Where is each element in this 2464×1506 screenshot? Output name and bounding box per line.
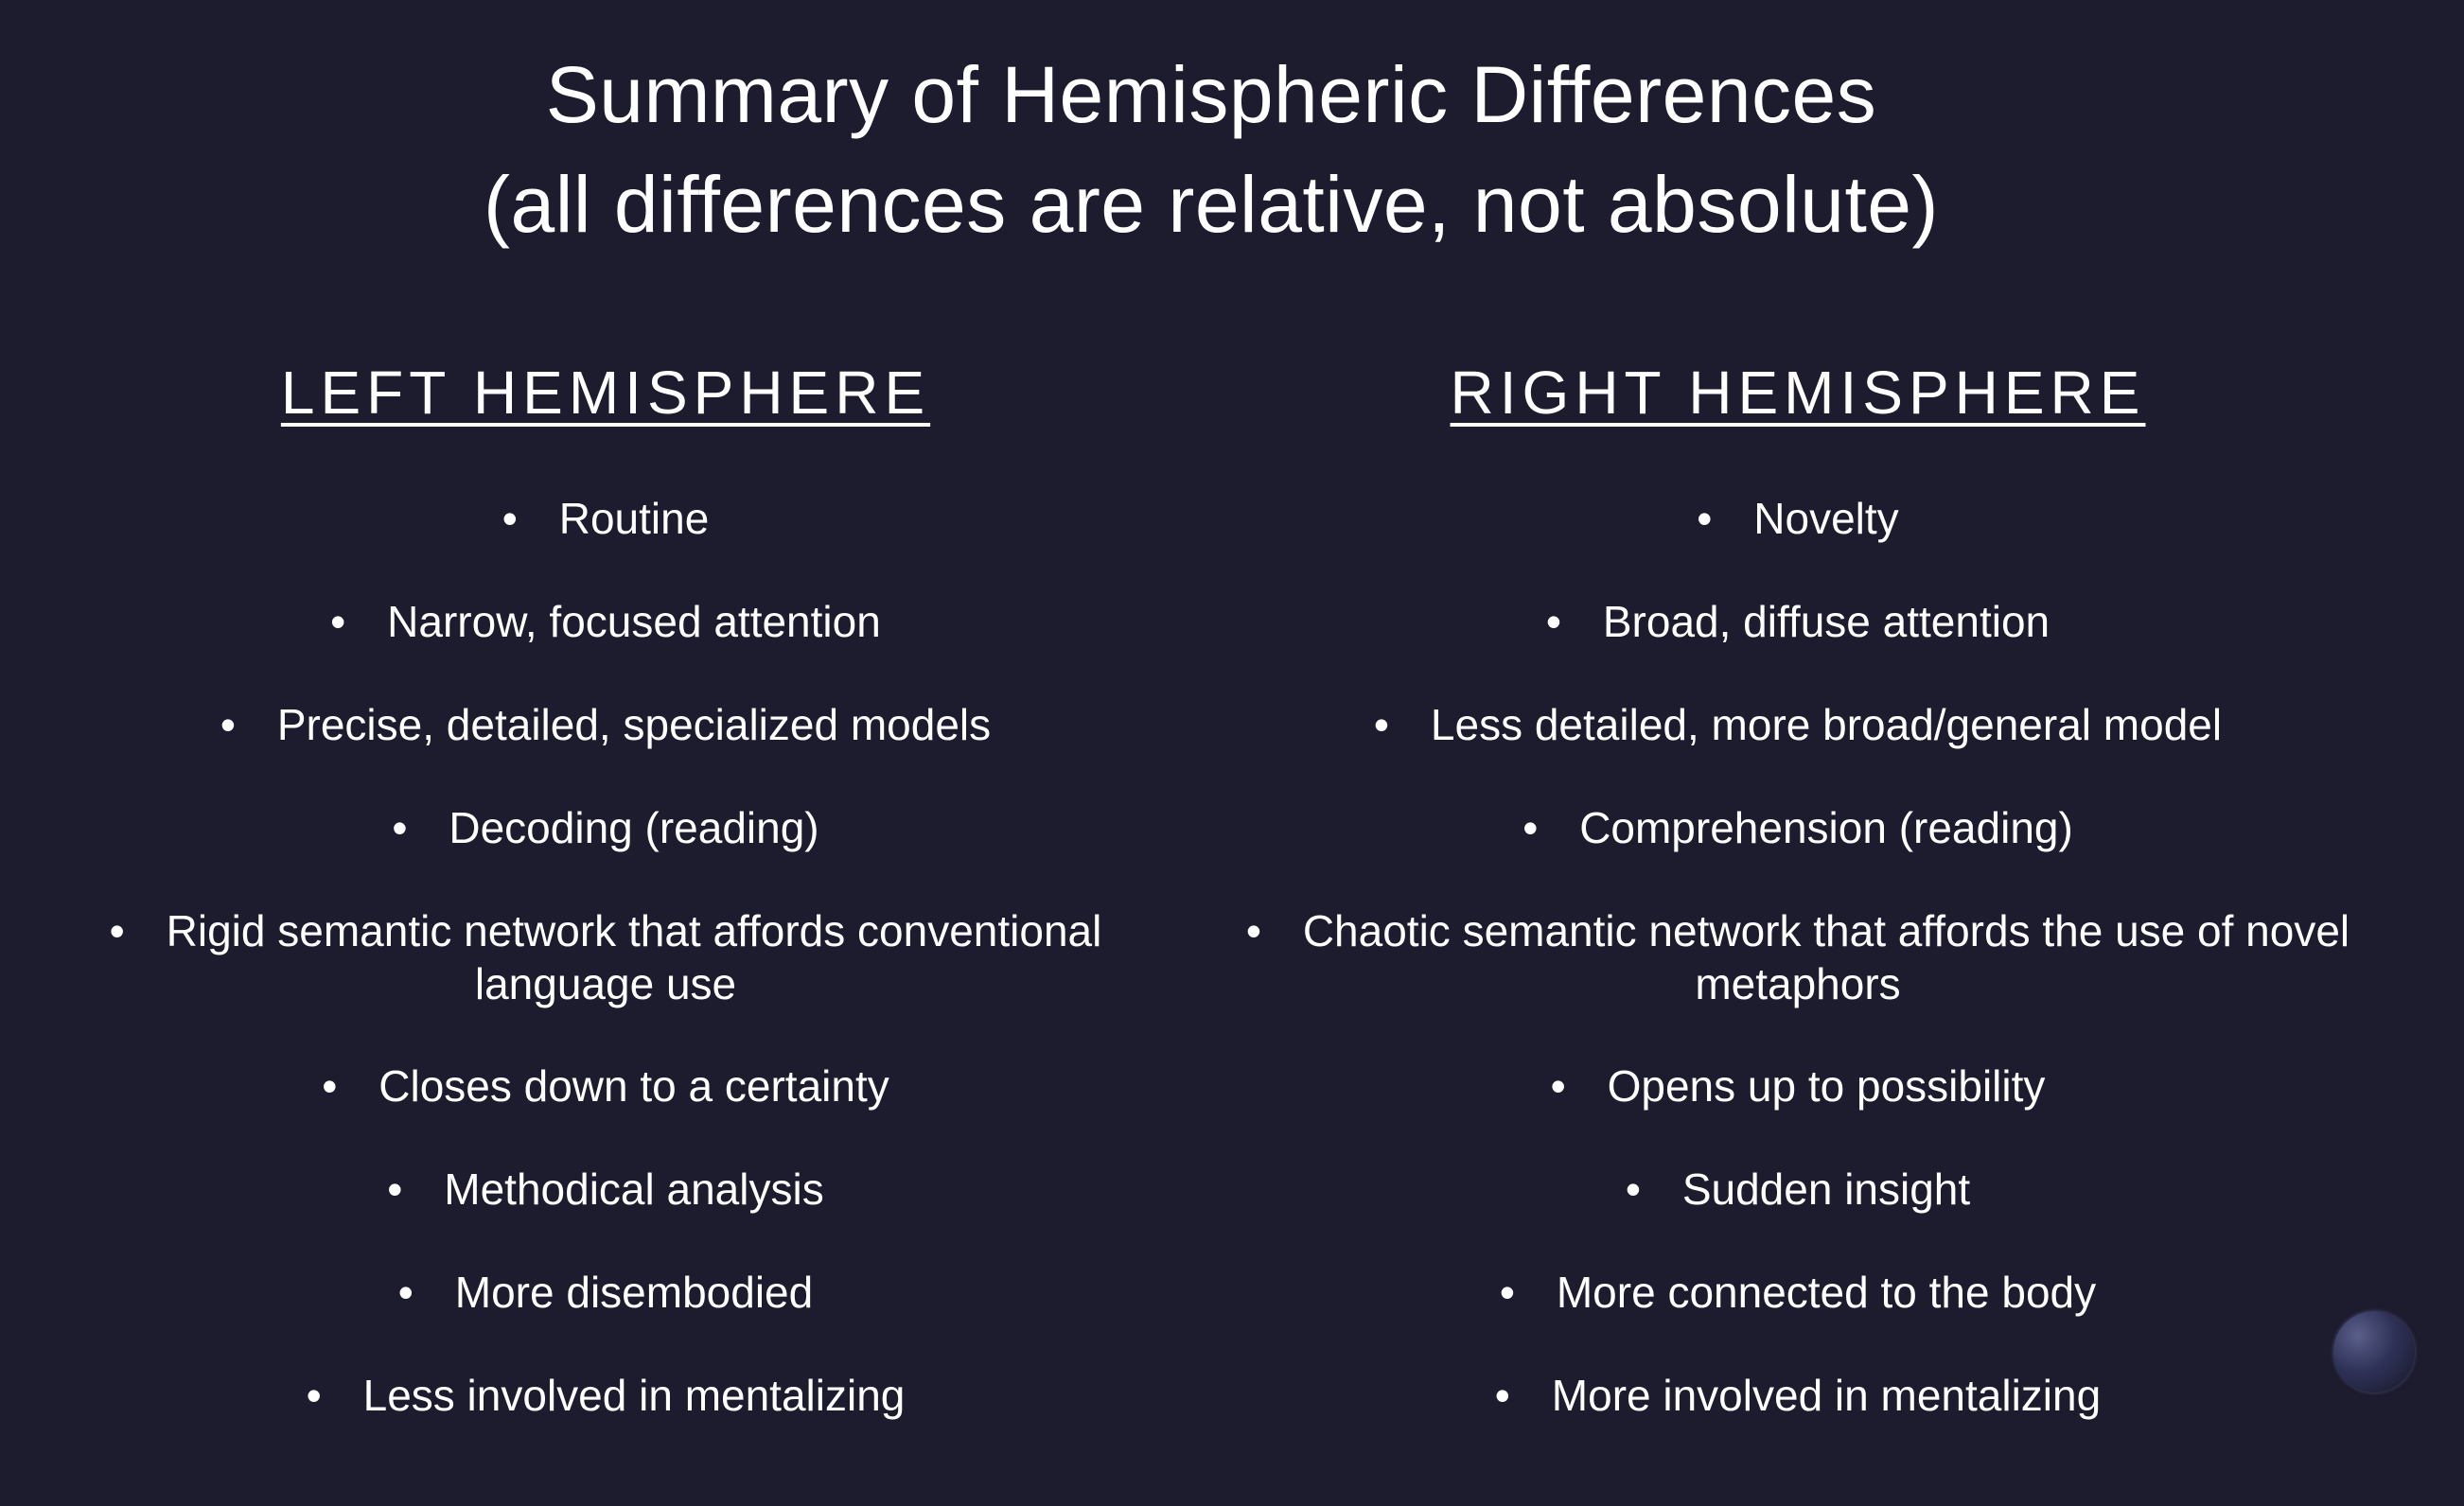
list-item: • Rigid semantic network that affords conventional language use xyxy=(109,906,1102,1008)
bullet-icon: • xyxy=(220,700,236,749)
bullet-icon: • xyxy=(109,906,125,955)
bullet-icon: • xyxy=(392,803,408,852)
bullet-icon: • xyxy=(322,1061,338,1111)
list-item: • Precise, detailed, specialized models xyxy=(220,700,992,749)
bullet-icon: • xyxy=(397,1268,414,1317)
list-item: • Comprehension (reading) xyxy=(1522,803,2073,852)
list-item: • More connected to the body xyxy=(1499,1268,2097,1317)
bullet-icon: • xyxy=(1522,803,1539,852)
list-item: • Decoding (reading) xyxy=(392,803,819,852)
bullet-icon: • xyxy=(387,1165,403,1214)
bullet-icon: • xyxy=(1494,1371,1510,1420)
bullet-icon: • xyxy=(502,494,518,543)
list-item: • Broad, diffuse attention xyxy=(1545,597,2050,646)
list-item: • Narrow, focused attention xyxy=(330,597,881,646)
bullet-icon: • xyxy=(330,597,346,646)
right-hemisphere-list xyxy=(1192,492,2403,1472)
bullet-icon: • xyxy=(1245,906,1261,955)
list-item: • Less detailed, more broad/general model xyxy=(1373,700,2223,749)
right-hemisphere-heading: RIGHT HEMISPHERE xyxy=(1450,359,2146,427)
list-item: • Routine xyxy=(502,494,710,543)
bullet-icon: • xyxy=(306,1371,322,1420)
slide-title-line1: Summary of Hemispheric Differences xyxy=(545,50,1877,139)
bullet-icon: • xyxy=(1499,1268,1515,1317)
list-item: • Closes down to a certainty xyxy=(322,1061,889,1111)
right-hemisphere-column xyxy=(1192,350,2403,1420)
list-item: • Methodical analysis xyxy=(387,1165,824,1214)
bullet-icon: • xyxy=(1625,1165,1641,1214)
bullet-icon: • xyxy=(1550,1061,1566,1111)
list-item: • More disembodied xyxy=(397,1268,814,1317)
slide-title xyxy=(0,40,2422,259)
list-item: • Less involved in mentalizing xyxy=(306,1371,906,1420)
list-item: • Chaotic semantic network that affords the use of novel metaphors xyxy=(1245,906,2350,1008)
list-item: • Novelty xyxy=(1697,494,1899,543)
slide-title-line2: (all differences are relative, not absolute) xyxy=(484,160,1939,249)
list-item: • More involved in mentalizing xyxy=(1494,1371,2102,1420)
left-hemisphere-heading: LEFT HEMISPHERE xyxy=(280,359,931,427)
left-hemisphere-list xyxy=(38,492,1173,1472)
presenter-orb-icon[interactable] xyxy=(2333,1311,2415,1392)
bullet-icon: • xyxy=(1697,494,1713,543)
list-item: • Opens up to possibility xyxy=(1550,1061,2046,1111)
left-hemisphere-column xyxy=(38,350,1173,1420)
bullet-icon: • xyxy=(1545,597,1561,646)
bullet-icon: • xyxy=(1373,700,1390,749)
list-item: • Sudden insight xyxy=(1625,1165,1971,1214)
